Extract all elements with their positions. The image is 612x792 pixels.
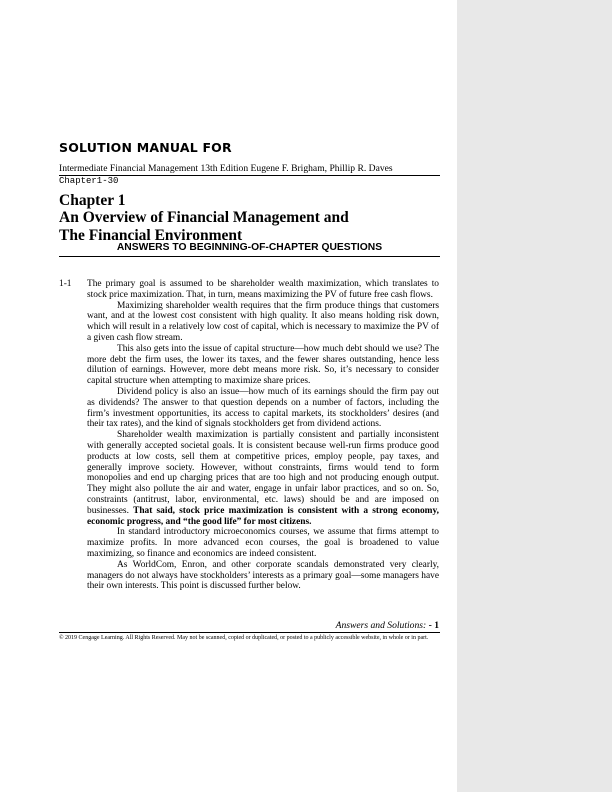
- answer-text: [87, 279, 439, 592]
- bold-conclusion: That said, stock price maximization is consistent with a strong economy, economic progress, and “the good life” for most citizens.: [87, 505, 439, 527]
- manual-title: SOLUTION MANUAL FOR: [59, 140, 232, 155]
- footer-label: Answers and Solutions:: [335, 620, 427, 631]
- chapter-title-line-2: The Financial Environment: [59, 226, 243, 244]
- copyright-notice: © 2019 Cengage Learning. All Rights Reserved. May not be scanned, copied or duplicated, or posted to a publicly accessible website, in whole or in part.: [59, 632, 440, 642]
- answer-paragraph: This also gets into the issue of capital structure—how much debt should we use? The more debt the firm uses, the lower its taxes, and the fewer shares outstanding, hence less dilution of earnings. However, more debt means more risk. So, it’s necessary to consider capital structure when attempting to maximize share prices.: [87, 343, 439, 387]
- comment-margin: [457, 0, 612, 792]
- chapter-number: Chapter 1: [59, 192, 126, 209]
- book-info-line: Intermediate Financial Management 13th Edition Eugene F. Brigham, Phillip R. Daves: [59, 163, 440, 176]
- chapter-title-line-1: An Overview of Financial Management and: [59, 209, 349, 226]
- answer-paragraph: As WorldCom, Enron, and other corporate scandals demonstrated very clearly, managers do not always have stockholders’ interests as a primary goal—some managers have their own interests. This point is discussed further below.: [87, 559, 439, 592]
- chapter-title: [59, 209, 440, 244]
- page-footer: [297, 620, 439, 631]
- answer-paragraph: Maximizing shareholder wealth requires that the firm produce things that customers want, and at the lowest cost consistent with high quality. It also means holding risk down, which will result in a relatively low cost of capital, which is necessary to maximize the PV of a given cash flow stream.: [87, 300, 439, 343]
- answer-paragraph: [87, 430, 439, 527]
- page-number: - 1: [428, 620, 439, 631]
- section-heading: ANSWERS TO BEGINNING-OF-CHAPTER QUESTIONS: [59, 242, 440, 257]
- answer-paragraph: Dividend policy is also an issue—how much of its earnings should the firm pay out as dividends? The answer to that question depends on a number of factors, including the firm’s investment opportunities, its access to capital markets, its stockholders’ desires (and their tax rates), and the kind of signals stockholders get from dividend actions.: [87, 386, 439, 430]
- question-number: 1-1: [59, 279, 72, 289]
- answer-paragraph-text: Shareholder wealth maximization is partially consistent and partially inconsistent with generally accepted societal goals. It is consistent because well-run firms produce good products at low costs, sell them at competitive prices, employ people, pay taxes, and generally improve society. However, without constraints, firms would tend to form monopolies and end up charging prices that are too high and not producing enough output. They might also pollute the air and water, engage in unfair labor practices, and so on. So, constraints (antitrust, labor, environmental, etc. laws) should be and are imposed on businesses.: [87, 430, 439, 516]
- answer-paragraph: In standard introductory microeconomics courses, we assume that firms attempt to maximize profits. In more advanced econ courses, the goal is broadened to value maximizing, so finance and economics are indeed consistent.: [87, 527, 439, 559]
- chapter-range: Chapter1-30: [59, 176, 119, 186]
- answer-paragraph: The primary goal is assumed to be shareholder wealth maximization, which translates to stock price maximization. That, in turn, means maximizing the PV of future free cash flows.: [87, 279, 439, 300]
